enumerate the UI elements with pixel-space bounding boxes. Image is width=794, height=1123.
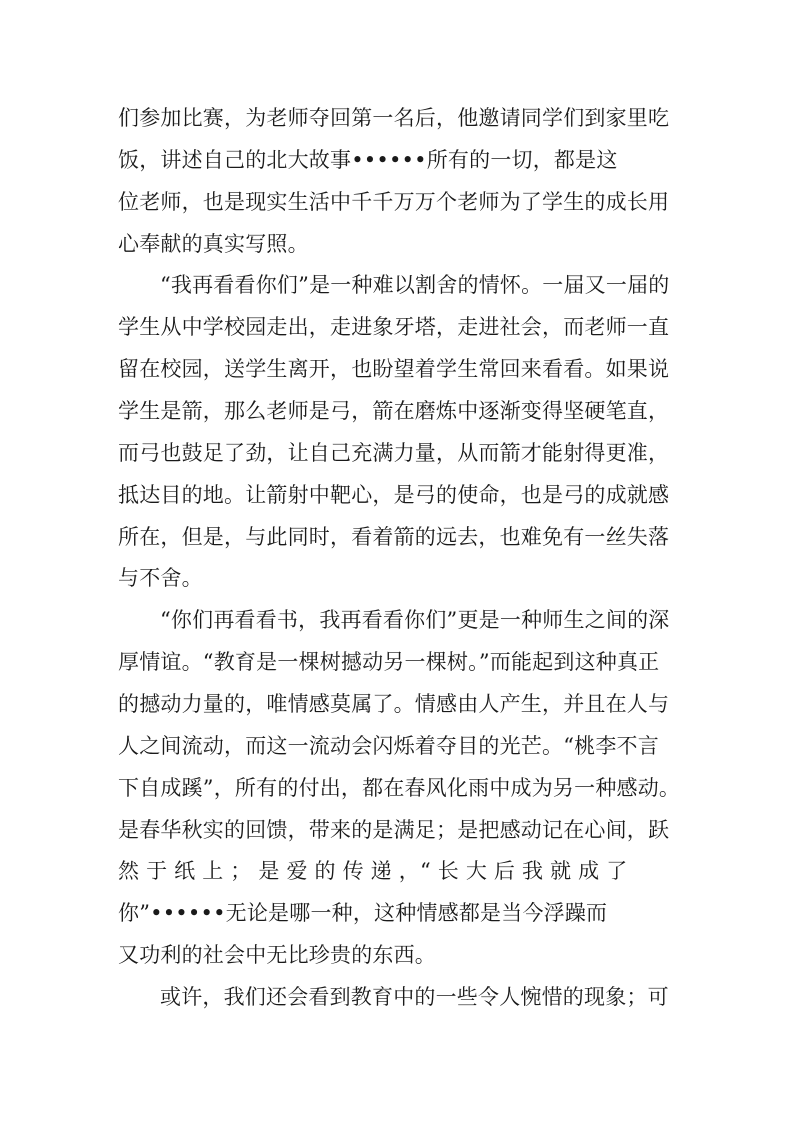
text-line: 人之间流动，而这一流动会闪烁着夺目的光芒。“桃李不言 bbox=[118, 734, 659, 758]
text-line: 是春华秋实的回馈，带来的是满足；是把感动记在心间，跃 bbox=[118, 818, 670, 842]
text-line: 留在校园，送学生离开，也盼望着学生常回来看看。如果说 bbox=[118, 357, 670, 381]
text-line: 而弓也鼓足了劲，让自己充满力量，从而箭才能射得更准， bbox=[118, 441, 670, 465]
text-line: 学生是箭，那么老师是弓，箭在磨炼中逐渐变得坚硬笔直， bbox=[118, 399, 670, 423]
text-line: 你”••••••无论是哪一种，这种情感都是当今浮躁而 bbox=[118, 901, 608, 925]
paragraph-start-line: 或许，我们还会看到教育中的一些令人惋惜的现象；可 bbox=[160, 985, 669, 1009]
text-line: 抵达目的地。让箭射中靶心，是弓的使命，也是弓的成就感 bbox=[118, 483, 670, 507]
text-line: 位老师，也是现实生活中千千万万个老师为了学生的成长用 bbox=[118, 190, 670, 214]
text-line: 下自成蹊”，所有的付出，都在春风化雨中成为另一种感动。 bbox=[118, 776, 681, 800]
text-line: 心奉献的真实写照。 bbox=[118, 232, 309, 256]
text-line: 们参加比赛，为老师夺回第一名后，他邀请同学们到家里吃 bbox=[118, 106, 670, 130]
text-line: 饭，讲述自己的北大故事••••••所有的一切，都是这 bbox=[118, 148, 618, 172]
text-line: 的撼动力量的，唯情感莫属了。情感由人产生，并且在人与 bbox=[118, 692, 670, 716]
text-line: 然 于 纸 上 ； 是 爱 的 传 递 ，“ 长 大 后 我 就 成 了 bbox=[118, 859, 628, 883]
text-line: 所在，但是，与此同时，看着箭的远去，也难免有一丝失落 bbox=[118, 525, 670, 549]
text-line: 学生从中学校园走出，走进象牙塔，走进社会，而老师一直 bbox=[118, 315, 670, 339]
text-line: 厚情谊。“教育是一棵树撼动另一棵树。”而能起到这种真正 bbox=[118, 650, 660, 674]
text-line: 与不舍。 bbox=[118, 566, 203, 590]
paragraph-start-line: “我再看看你们”是一种难以割舍的情怀。一届又一届的 bbox=[160, 273, 670, 297]
text-line: 又功利的社会中无比珍贵的东西。 bbox=[118, 943, 436, 967]
paragraph-start-line: “你们再看看书，我再看看你们”更是一种师生之间的深 bbox=[160, 608, 670, 632]
